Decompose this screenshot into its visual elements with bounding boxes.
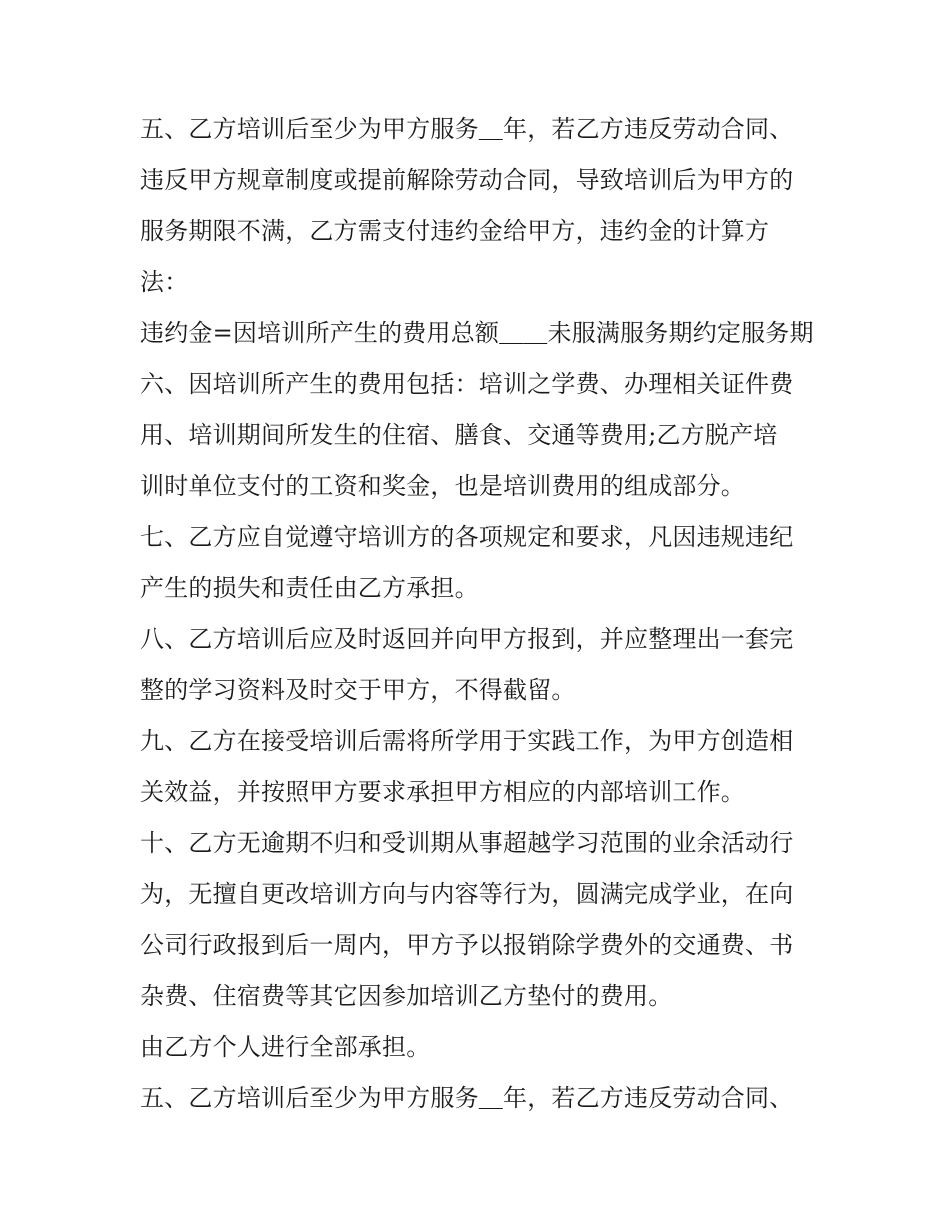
text-line: 十、乙方无逾期不归和受训期从事超越学习范围的业余活动行 [140, 829, 794, 857]
text-line: 违反甲方规章制度或提前解除劳动合同，导致培训后为甲方的 [140, 166, 794, 194]
text-line: 八、乙方培训后应及时返回并向甲方报到，并应整理出一套完 [140, 625, 794, 653]
text-line: 产生的损失和责任由乙方承担。 [140, 574, 479, 602]
text-line: 法： [140, 268, 189, 296]
text-line: 由乙方个人进行全部承担。 [140, 1033, 431, 1061]
text-line: 整的学习资料及时交于甲方，不得截留。 [140, 676, 576, 704]
text-line: 七、乙方应自觉遵守培训方的各项规定和要求，凡因违规违纪 [140, 523, 794, 551]
text-line: 九、乙方在接受培训后需将所学用于实践工作，为甲方创造相 [140, 727, 794, 755]
text-line: 关效益，并按照甲方要求承担甲方相应的内部培训工作。 [140, 778, 745, 806]
text-line: 五、乙方培训后至少为甲方服务＿年，若乙方违反劳动合同、 [140, 115, 794, 143]
text-line: 训时单位支付的工资和奖金，也是培训费用的组成部分。 [140, 472, 745, 500]
text-line: 五、乙方培训后至少为甲方服务＿年，若乙方违反劳动合同、 [140, 1084, 794, 1112]
text-line: 杂费、住宿费等其它因参加培训乙方垫付的费用。 [140, 982, 673, 1010]
text-line: 服务期限不满，乙方需支付违约金给甲方，违约金的计算方 [140, 217, 770, 245]
text-line: 公司行政报到后一周内，甲方予以报销除学费外的交通费、书 [140, 931, 794, 959]
text-line: 六、因培训所产生的费用包括：培训之学费、办理相关证件费 [140, 370, 794, 398]
text-line: 违约金=因培训所产生的费用总额＿＿未服满服务期约定服务期 [140, 319, 814, 347]
text-line: 为，无擅自更改培训方向与内容等行为，圆满完成学业，在向 [140, 880, 794, 908]
document-body [140, 104, 830, 1124]
text-line: 用、培训期间所发生的住宿、膳食、交通等费用;乙方脱产培 [140, 421, 778, 449]
